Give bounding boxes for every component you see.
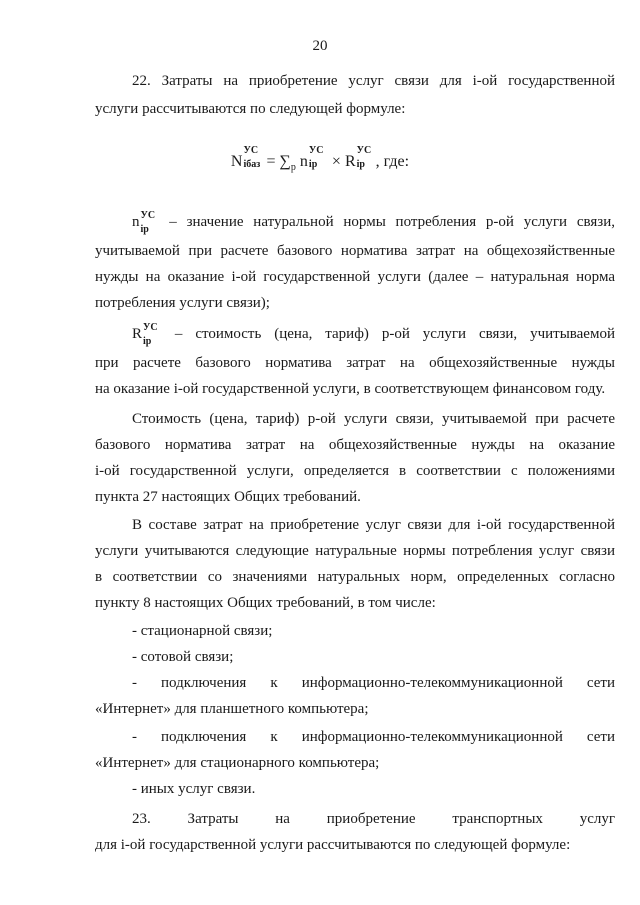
cost-line-1: Стоимость (цена, тариф) р-ой услуги связи, учитываемой при расчете (132, 411, 615, 427)
list-item-desktop-line-1: - подключения к информационно-телекоммуникационной сети (132, 729, 615, 745)
comp-line-3: в соответствии со значениями натуральных норм, определенных согласно (95, 569, 615, 585)
list-item-tablet-line-2: «Интернет» для планшетного компьютера; (95, 701, 369, 717)
def1-line-4: потребления услуги связи); (95, 295, 270, 311)
formula-eq: = ∑ (262, 153, 291, 170)
def2-line-2: при расчете базового норматива затрат на общехозяйственные нужды (95, 355, 615, 371)
def1-text-1: – значение натуральной нормы потребления р-ой услуги связи, (159, 214, 615, 230)
def2-line-3: на оказание i-ой государственной услуги, в соответствующем финансовом году. (95, 381, 606, 397)
list-item-other: - иных услуг связи. (132, 781, 256, 797)
def2-sub: ip (143, 336, 152, 347)
p23-line-1: 23. Затраты на приобретение транспортных услуг (132, 811, 615, 827)
def2-symbol: R (132, 326, 143, 342)
def2-sup: УС (143, 322, 158, 333)
formula-r-sub: ip (356, 159, 365, 170)
formula-n2-sup: УС (308, 145, 324, 156)
formula-sum-sub: p (290, 162, 296, 174)
p22-line-2: услуги рассчитываются по следующей формуле: (95, 101, 406, 117)
formula-n2-sub: ip (308, 159, 318, 170)
comp-line-2: услуги учитываются следующие натуральные нормы потребления услуг связи (95, 543, 615, 559)
cost-line-2: базового норматива затрат на общехозяйственные нужды на оказание (95, 437, 615, 453)
formula-n: N (230, 153, 243, 170)
def1-sub: ip (140, 224, 149, 235)
def1-line-1 (132, 210, 615, 233)
formula-n-sup: УС (243, 145, 259, 156)
list-item-desktop-line-2: «Интернет» для стационарного компьютера; (95, 755, 380, 771)
def1-line-3: нужды на оказание i-ой государственной услуги (далее – натуральная норма (95, 269, 615, 285)
p22-line-1: 22. Затраты на приобретение услуг связи для i-ой государственной (132, 73, 615, 89)
cost-line-3: i-ой государственной услуги, определяется в соответствии с положениями (95, 463, 615, 479)
formula-r-sup: УС (356, 145, 372, 156)
list-item-cellular: - сотовой связи; (132, 649, 234, 665)
def1-line-2: учитываемой при расчете базового норматива затрат на общехозяйственные (95, 243, 615, 259)
formula-n2: n (295, 153, 308, 170)
comp-line-1: В составе затрат на приобретение услуг связи для i-ой государственной (132, 517, 615, 533)
list-item-stationary: - стационарной связи; (132, 623, 273, 639)
def2-text-1: – стоимость (цена, тариф) р-ой услуги связи, учитываемой (162, 326, 615, 342)
formula-times: × R (327, 153, 356, 170)
def2-line-1 (132, 322, 615, 345)
def1-sup: УС (140, 210, 156, 221)
formula-communication (0, 145, 640, 174)
def1-symbol: n (132, 214, 140, 230)
list-item-tablet-line-1: - подключения к информационно-телекоммуникационной сети (132, 675, 615, 691)
p23-line-2: для i-ой государственной услуги рассчитываются по следующей формуле: (95, 837, 571, 853)
formula-tail: , где: (375, 153, 410, 170)
cost-line-4: пункта 27 настоящих Общих требований. (95, 489, 361, 505)
formula-n-sub: iбаз (243, 159, 261, 170)
page-number: 20 (312, 38, 328, 54)
comp-line-4: пункту 8 настоящих Общих требований, в том числе: (95, 595, 436, 611)
